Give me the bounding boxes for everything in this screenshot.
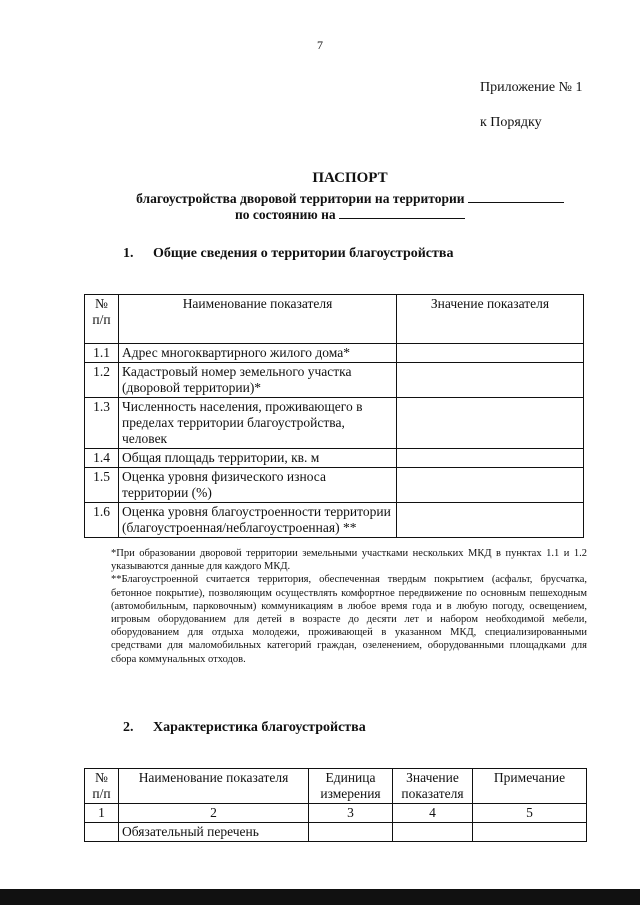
territory-blank (468, 190, 564, 203)
column-index-row (85, 804, 587, 823)
footnotes (111, 547, 587, 666)
section-1-heading: 1. Общие сведения о территории благоустройства (123, 246, 454, 261)
row-value (397, 468, 584, 503)
column-index: 2 (119, 804, 309, 823)
row-name: Численность населения, проживающего в пределах территории благоустройства, человек (119, 398, 397, 449)
row-number: 1.4 (85, 449, 119, 468)
appendix-reference: к Порядку (480, 115, 542, 130)
column-header-number: № п/п (85, 769, 119, 804)
row-name: Кадастровый номер земельного участка (дворовой территории)* (119, 363, 397, 398)
column-index: 5 (473, 804, 587, 823)
row-number: 1.2 (85, 363, 119, 398)
column-header-name: Наименование показателя (119, 769, 309, 804)
row-note (473, 823, 587, 842)
row-value (397, 363, 584, 398)
scan-edge-bar (0, 889, 640, 905)
row-value (397, 503, 584, 538)
row-unit (309, 823, 393, 842)
column-header-unit: Единица измерения (309, 769, 393, 804)
row-number: 1.3 (85, 398, 119, 449)
row-value (393, 823, 473, 842)
column-header-name: Наименование показателя (119, 295, 397, 344)
row-number (85, 823, 119, 842)
column-header-value: Значение показателя (397, 295, 584, 344)
row-name: Оценка уровня физического износа территории (%) (119, 468, 397, 503)
document-title: ПАСПОРТ (312, 170, 388, 186)
table-row (85, 449, 584, 468)
row-number: 1.5 (85, 468, 119, 503)
row-number: 1.6 (85, 503, 119, 538)
amenities-table (84, 768, 587, 842)
section-2-heading: 2. Характеристика благоустройства (123, 720, 366, 735)
row-name: Оценка уровня благоустроенности территории (благоустроенная/неблагоустроенная) ** (119, 503, 397, 538)
document-subtitle: благоустройства дворовой территории на территории (0, 190, 640, 207)
table-row (85, 503, 584, 538)
row-name: Обязательный перечень (119, 823, 309, 842)
row-name: Адрес многоквартирного жилого дома* (119, 344, 397, 363)
footnote-1: *При образовании дворовой территории земельными участками нескольких МКД в пунктах 1.1 и 1.2 указываются данные для каждого МКД. (111, 548, 587, 573)
row-number: 1.1 (85, 344, 119, 363)
general-info-table (84, 294, 584, 538)
appendix-label: Приложение № 1 (480, 80, 583, 95)
column-index: 1 (85, 804, 119, 823)
table-header-row (85, 295, 584, 344)
table-row (85, 398, 584, 449)
row-value (397, 449, 584, 468)
table-header-row (85, 769, 587, 804)
column-index: 3 (309, 804, 393, 823)
page-number: 7 (317, 38, 323, 52)
column-index: 4 (393, 804, 473, 823)
document-date-line: по состоянию на (0, 206, 640, 223)
column-header-note: Примечание (473, 769, 587, 804)
table-row (85, 363, 584, 398)
row-name: Общая площадь территории, кв. м (119, 449, 397, 468)
column-header-value: Значение показателя (393, 769, 473, 804)
table-row (85, 344, 584, 363)
date-blank (339, 206, 465, 219)
row-value (397, 398, 584, 449)
footnote-2: **Благоустроенной считается территория, обеспеченная твердым покрытием (асфальт, брусчатка, бетонное покрытие), позволяющим осуществлять комфортное передвижение по основным пешеходным (автомобильным, парковочным) коммуникациям в любое время года и в любую погоду, освещением, игровым оборудованием для детей в возрасте до десяти лет и набором необходимой мебели, оборудованием для отдыха молодежи, проживающей в указанном МКД, специализированными средствами для маломобильных категорий граждан, озеленением, оборудованными площадками для сбора коммунальных отходов. (111, 574, 587, 665)
table-row (85, 468, 584, 503)
row-value (397, 344, 584, 363)
column-header-number: № п/п (85, 295, 119, 344)
table-row (85, 823, 587, 842)
